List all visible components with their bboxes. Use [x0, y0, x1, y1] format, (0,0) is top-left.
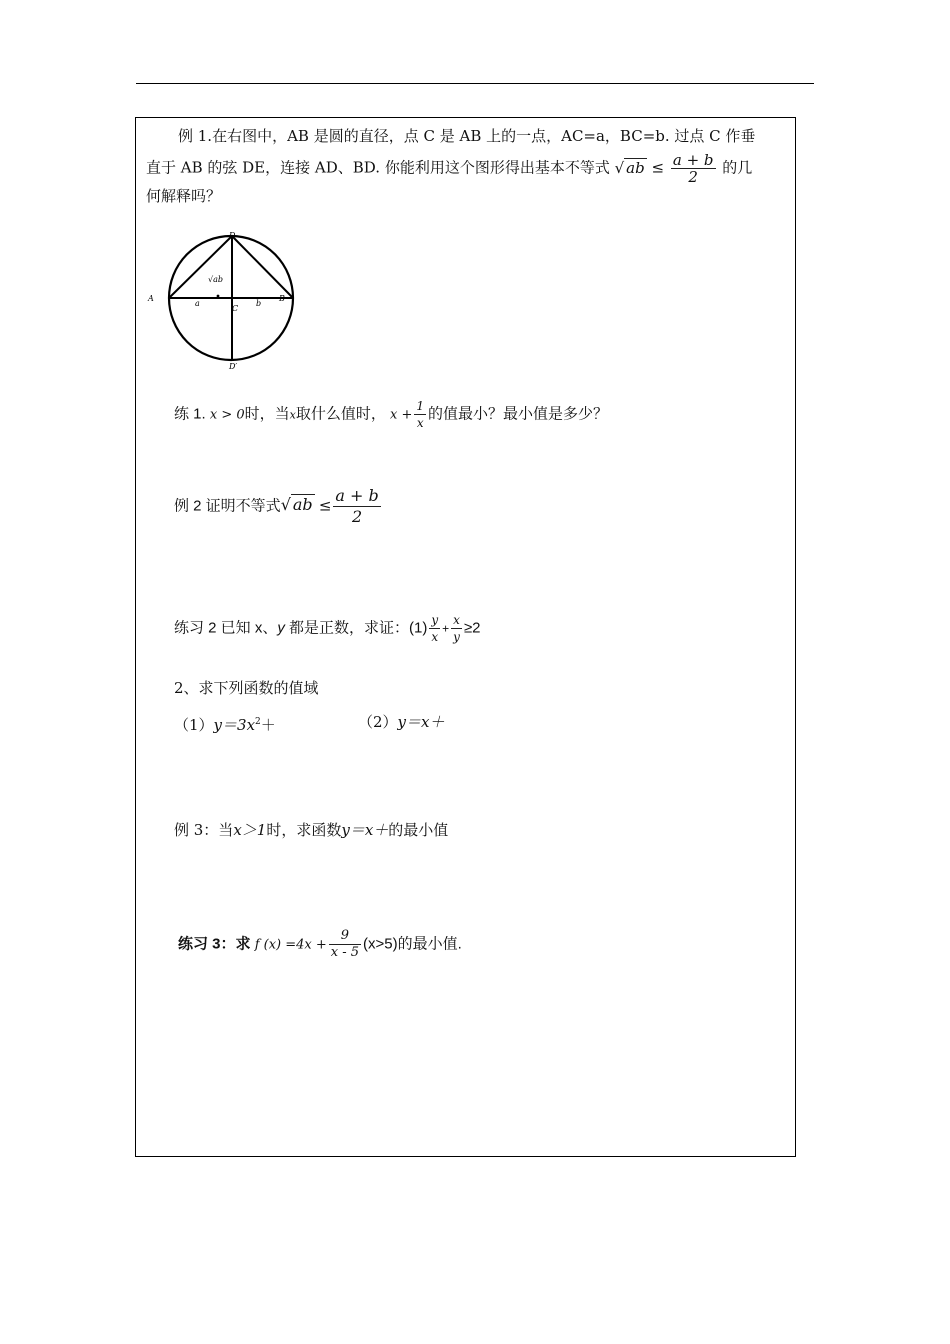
item2-part1-expr: y＝3x — [213, 716, 256, 734]
practice3-fraction-numerator: 9 — [329, 928, 361, 945]
example3-function: y＝x＋ — [341, 821, 389, 839]
practice1 — [174, 398, 608, 431]
item2-part2 — [358, 710, 444, 734]
practice1-var: x — [289, 408, 296, 422]
practice1-text2: 取什么值时， — [295, 405, 386, 423]
practice1-fraction-denominator: x — [416, 416, 424, 430]
example2-sqrt: √ ab — [280, 495, 313, 515]
fraction-denominator: 2 — [688, 168, 698, 186]
example2 — [174, 486, 383, 527]
practice1-text1: 时，当 — [244, 405, 290, 423]
practice1-fraction — [414, 398, 426, 431]
label-a-length: a — [195, 299, 200, 308]
example1-line2-tail: 的几 — [722, 158, 753, 177]
practice3-label: 练习 3：求 — [178, 935, 251, 953]
example3-pre: 例 3：当 — [174, 821, 234, 839]
practice2-f1-numerator: y — [431, 613, 439, 627]
example1-line3-text: 何解释吗？ — [146, 187, 222, 205]
practice2-f1-denominator: x — [431, 630, 439, 644]
practice1-label: 练 1. — [174, 405, 206, 423]
label-sqrt-ab: √ab — [208, 275, 223, 284]
practice3 — [178, 928, 462, 961]
label-c-point: C — [232, 304, 239, 313]
center-dot — [217, 295, 220, 298]
item2-part1-label: （1） — [174, 716, 214, 734]
practice3-expr: f (x) =4x + — [254, 937, 327, 953]
example1-line1-text: 例 1.在右图中，AB 是圆的直径，点 C 是 AB 上的一点，AC=a，BC=b. 过点 C 作垂 — [178, 127, 756, 145]
sqrt-radicand: ab — [626, 158, 645, 177]
practice1-fraction-numerator: 1 — [416, 399, 425, 413]
practice2 — [174, 612, 481, 645]
example1-line1 — [178, 124, 755, 148]
example2-sqrt-radicand: ab — [292, 495, 313, 515]
practice1-condition: x > 0 — [209, 407, 245, 423]
practice2-var-y: y — [277, 619, 285, 637]
practice2-f2-denominator: y — [453, 630, 460, 644]
practice1-expr: x + — [390, 407, 413, 423]
item2-title-text: 2、求下列函数的值域 — [174, 679, 319, 697]
label-a-point: A — [148, 294, 154, 303]
circle-diagram — [146, 228, 296, 374]
example3 — [174, 818, 448, 842]
practice2-text: 都是正数，求证：(1) — [289, 619, 428, 637]
example2-le-symbol: ≤ — [318, 496, 332, 515]
example1-line3 — [146, 184, 221, 208]
le-symbol: ≤ — [651, 158, 665, 177]
example2-fraction-numerator: a + b — [335, 486, 379, 505]
practice2-fraction-x-over-y — [451, 612, 462, 645]
fraction-a-plus-b-over-2 — [671, 152, 716, 185]
example3-condition: x＞1 — [233, 821, 267, 839]
item2-part2-label: （2） — [358, 713, 398, 731]
item2-part1-tail: ＋ — [260, 716, 276, 734]
practice2-fraction-y-over-x — [429, 612, 440, 645]
sqrt-ab: √ ab — [614, 158, 645, 177]
example3-post: 的最小值 — [388, 821, 449, 839]
practice3-post: 的最小值. — [397, 935, 462, 953]
item2-part2-expr: y＝x＋ — [397, 713, 445, 731]
label-b-point: B — [279, 294, 285, 303]
item2-part1 — [174, 710, 276, 737]
practice3-condition: (x>5) — [363, 935, 398, 953]
practice2-f2-numerator: x — [453, 613, 460, 627]
practice2-plus: + — [442, 621, 450, 636]
item2-part1-exponent: 2 — [255, 717, 261, 727]
example2-fraction — [333, 486, 380, 527]
example1-line2-text: 直于 AB 的弦 DE，连接 AD、BD. 你能利用这个图形得出基本不等式 — [146, 158, 610, 177]
header-rule — [136, 83, 814, 84]
label-b-length: b — [256, 299, 262, 308]
item2-title — [174, 676, 319, 700]
example1-line2 — [146, 152, 752, 185]
practice2-label: 练习 2 已知 x、 — [174, 619, 278, 637]
practice2-ge: ≥2 — [463, 619, 481, 637]
example2-fraction-denominator: 2 — [352, 507, 363, 526]
label-d-prime-point: D′ — [229, 362, 238, 371]
example3-mid: 时，求函数 — [266, 821, 342, 839]
practice3-fraction-denominator: x - 5 — [330, 945, 360, 960]
fraction-numerator: a + b — [672, 151, 714, 169]
example2-label: 例 2 证明不等式 — [174, 497, 281, 515]
circle-figure — [146, 228, 296, 374]
label-d-point: D — [229, 231, 236, 240]
practice1-text3: 的值最小？最小值是多少？ — [428, 405, 609, 423]
practice3-fraction — [329, 928, 361, 961]
